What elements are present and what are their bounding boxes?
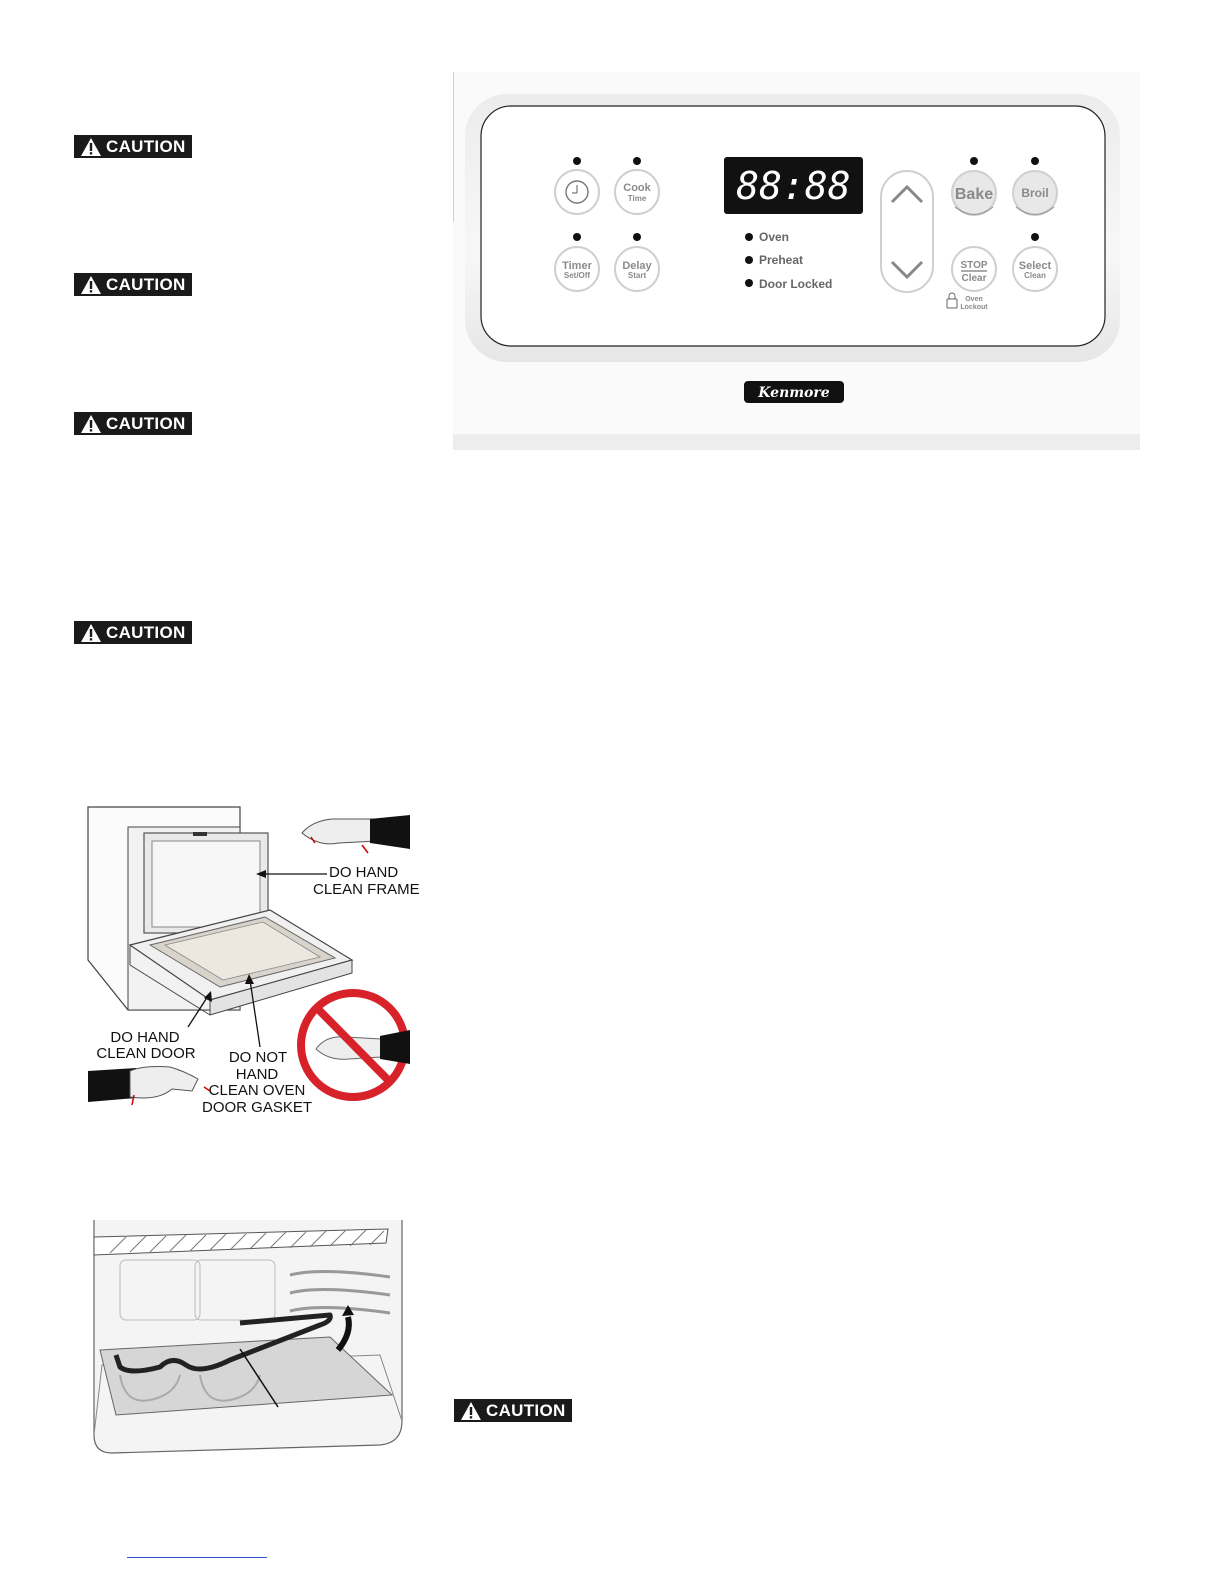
oven-control-panel <box>453 72 1140 450</box>
broil-button[interactable] <box>1013 171 1057 215</box>
timer-label: Timer <box>562 260 592 272</box>
caution-text: CAUTION <box>106 275 186 294</box>
label-do-not-hand-clean-gasket-4: DOOR GASKET <box>201 1099 313 1116</box>
prohibited-icon <box>301 993 410 1097</box>
caution-label <box>454 1399 572 1422</box>
bake-label: Bake <box>954 186 994 203</box>
hand-with-cloth-icon <box>302 815 410 853</box>
cook-time-led <box>633 157 641 165</box>
stop-clear-button[interactable] <box>952 247 996 291</box>
bake-element-diagram <box>80 1215 410 1460</box>
footer-link-underline <box>127 1557 267 1558</box>
warning-icon <box>80 137 102 157</box>
digital-display <box>724 157 863 214</box>
caution-label <box>74 621 192 644</box>
lockout-label-1: Oven <box>965 296 983 303</box>
warning-icon <box>80 623 102 643</box>
delay-button[interactable] <box>615 247 659 291</box>
select-label: Select <box>1018 260 1052 272</box>
cook-time-label: Cook <box>623 182 651 194</box>
caution-text: CAUTION <box>106 137 186 156</box>
clock-button[interactable] <box>555 170 599 214</box>
label-do-not-hand-clean-gasket-3: CLEAN OVEN <box>208 1082 306 1099</box>
arrow-pad <box>881 171 933 292</box>
bake-button[interactable] <box>952 171 996 215</box>
timer-button[interactable] <box>555 247 599 291</box>
label-do-hand-clean-door-2: CLEAN DOOR <box>96 1045 196 1062</box>
indicator-door-locked <box>745 277 832 291</box>
caution-label <box>74 412 192 435</box>
caution-label <box>74 135 192 158</box>
display-digits: 88:88 <box>736 164 851 208</box>
timer-sublabel: Set/Off <box>563 271 591 280</box>
select-clean-button[interactable] <box>1013 247 1057 291</box>
cook-time-button[interactable] <box>615 170 659 214</box>
stop-label: STOP <box>960 260 988 271</box>
indicator-label: Preheat <box>759 253 804 267</box>
select-sublabel: Clean <box>1024 271 1046 280</box>
broil-led <box>1031 157 1039 165</box>
warning-icon <box>80 414 102 434</box>
broil-label: Broil <box>1021 186 1049 200</box>
timer-led <box>573 233 581 241</box>
brand-name: Kenmore <box>758 385 830 401</box>
kenmore-logo <box>744 381 844 403</box>
door-cleaning-diagram <box>80 795 420 1120</box>
warning-icon <box>460 1401 482 1421</box>
delay-led <box>633 233 641 241</box>
label-do-hand-clean-door-1: DO HAND <box>110 1029 180 1046</box>
warning-icon <box>80 275 102 295</box>
cook-time-sublabel: Time <box>627 194 647 203</box>
delay-label: Delay <box>622 260 652 272</box>
indicator-label: Oven <box>759 230 790 244</box>
indicator-label: Door Locked <box>759 277 833 291</box>
label-do-hand-clean-frame-2: CLEAN FRAME <box>313 881 420 898</box>
lockout-label-2: Lockout <box>960 304 988 311</box>
clock-led <box>573 157 581 165</box>
hand-with-cloth-icon <box>88 1067 210 1106</box>
bake-led <box>970 157 978 165</box>
clear-label: Clear <box>961 273 987 284</box>
label-do-not-hand-clean-gasket-2: HAND <box>235 1066 279 1083</box>
caution-text: CAUTION <box>106 414 186 433</box>
label-do-hand-clean-frame-1: DO HAND <box>329 864 399 881</box>
label-do-not-hand-clean-gasket-1: DO NOT <box>228 1049 288 1066</box>
caution-text: CAUTION <box>486 1401 566 1420</box>
select-led <box>1031 233 1039 241</box>
caution-text: CAUTION <box>106 623 186 642</box>
delay-sublabel: Start <box>627 271 647 280</box>
caution-label <box>74 273 192 296</box>
